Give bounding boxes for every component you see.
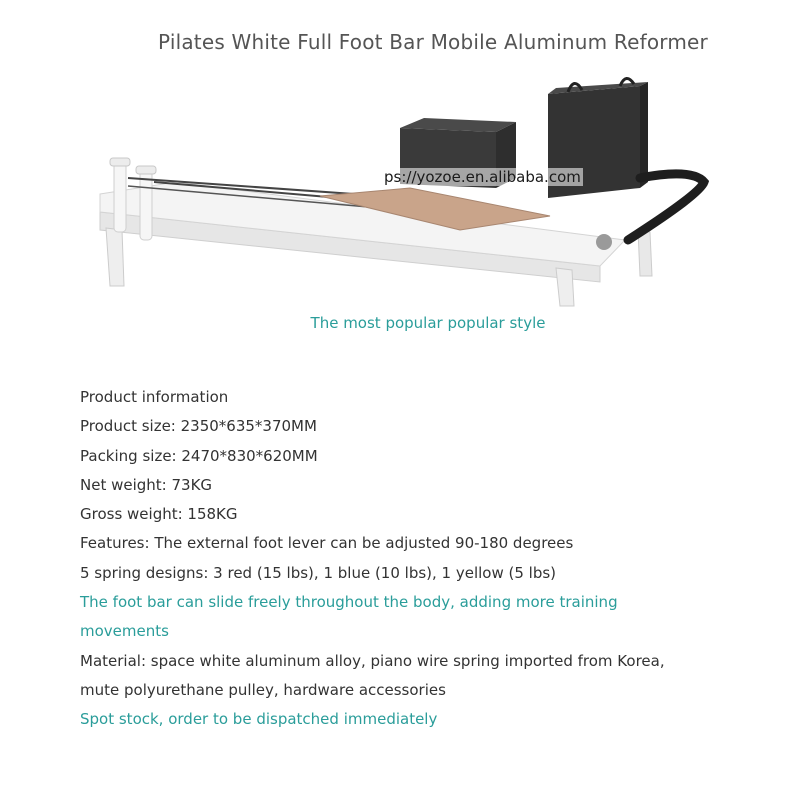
spring-designs: 5 spring designs: 3 red (15 lbs), 1 blue (10 lbs), 1 yellow (5 lbs) xyxy=(80,563,557,582)
reformer-illustration xyxy=(80,70,720,310)
material-line-1: Material: space white aluminum alloy, piano wire spring imported from Korea, xyxy=(80,651,665,670)
info-heading: Product information xyxy=(80,388,229,406)
reformer-product-image xyxy=(80,70,720,310)
foot-bar-line-1: The foot bar can slide freely throughout the body, adding more training xyxy=(80,593,618,612)
net-weight: Net weight: 73KG xyxy=(80,475,213,494)
gross-weight: Gross weight: 158KG xyxy=(80,505,238,524)
product-title: Pilates White Full Foot Bar Mobile Aluminum Reformer xyxy=(158,30,708,54)
features: Features: The external foot lever can be adjusted 90-180 degrees xyxy=(80,534,574,553)
stock-notice: Spot stock, order to be dispatched immediately xyxy=(80,710,438,729)
packing-size: Packing size: 2470*830*620MM xyxy=(80,446,318,465)
watermark-url: ps://yozoe.en.alibaba.com xyxy=(384,168,581,186)
tagline: The most popular popular style xyxy=(310,314,546,332)
material-line-2: mute polyurethane pulley, hardware accessories xyxy=(80,680,446,699)
product-info-block xyxy=(80,383,780,735)
product-size: Product size: 2350*635*370MM xyxy=(80,417,317,436)
foot-bar-line-2: movements xyxy=(80,622,169,641)
